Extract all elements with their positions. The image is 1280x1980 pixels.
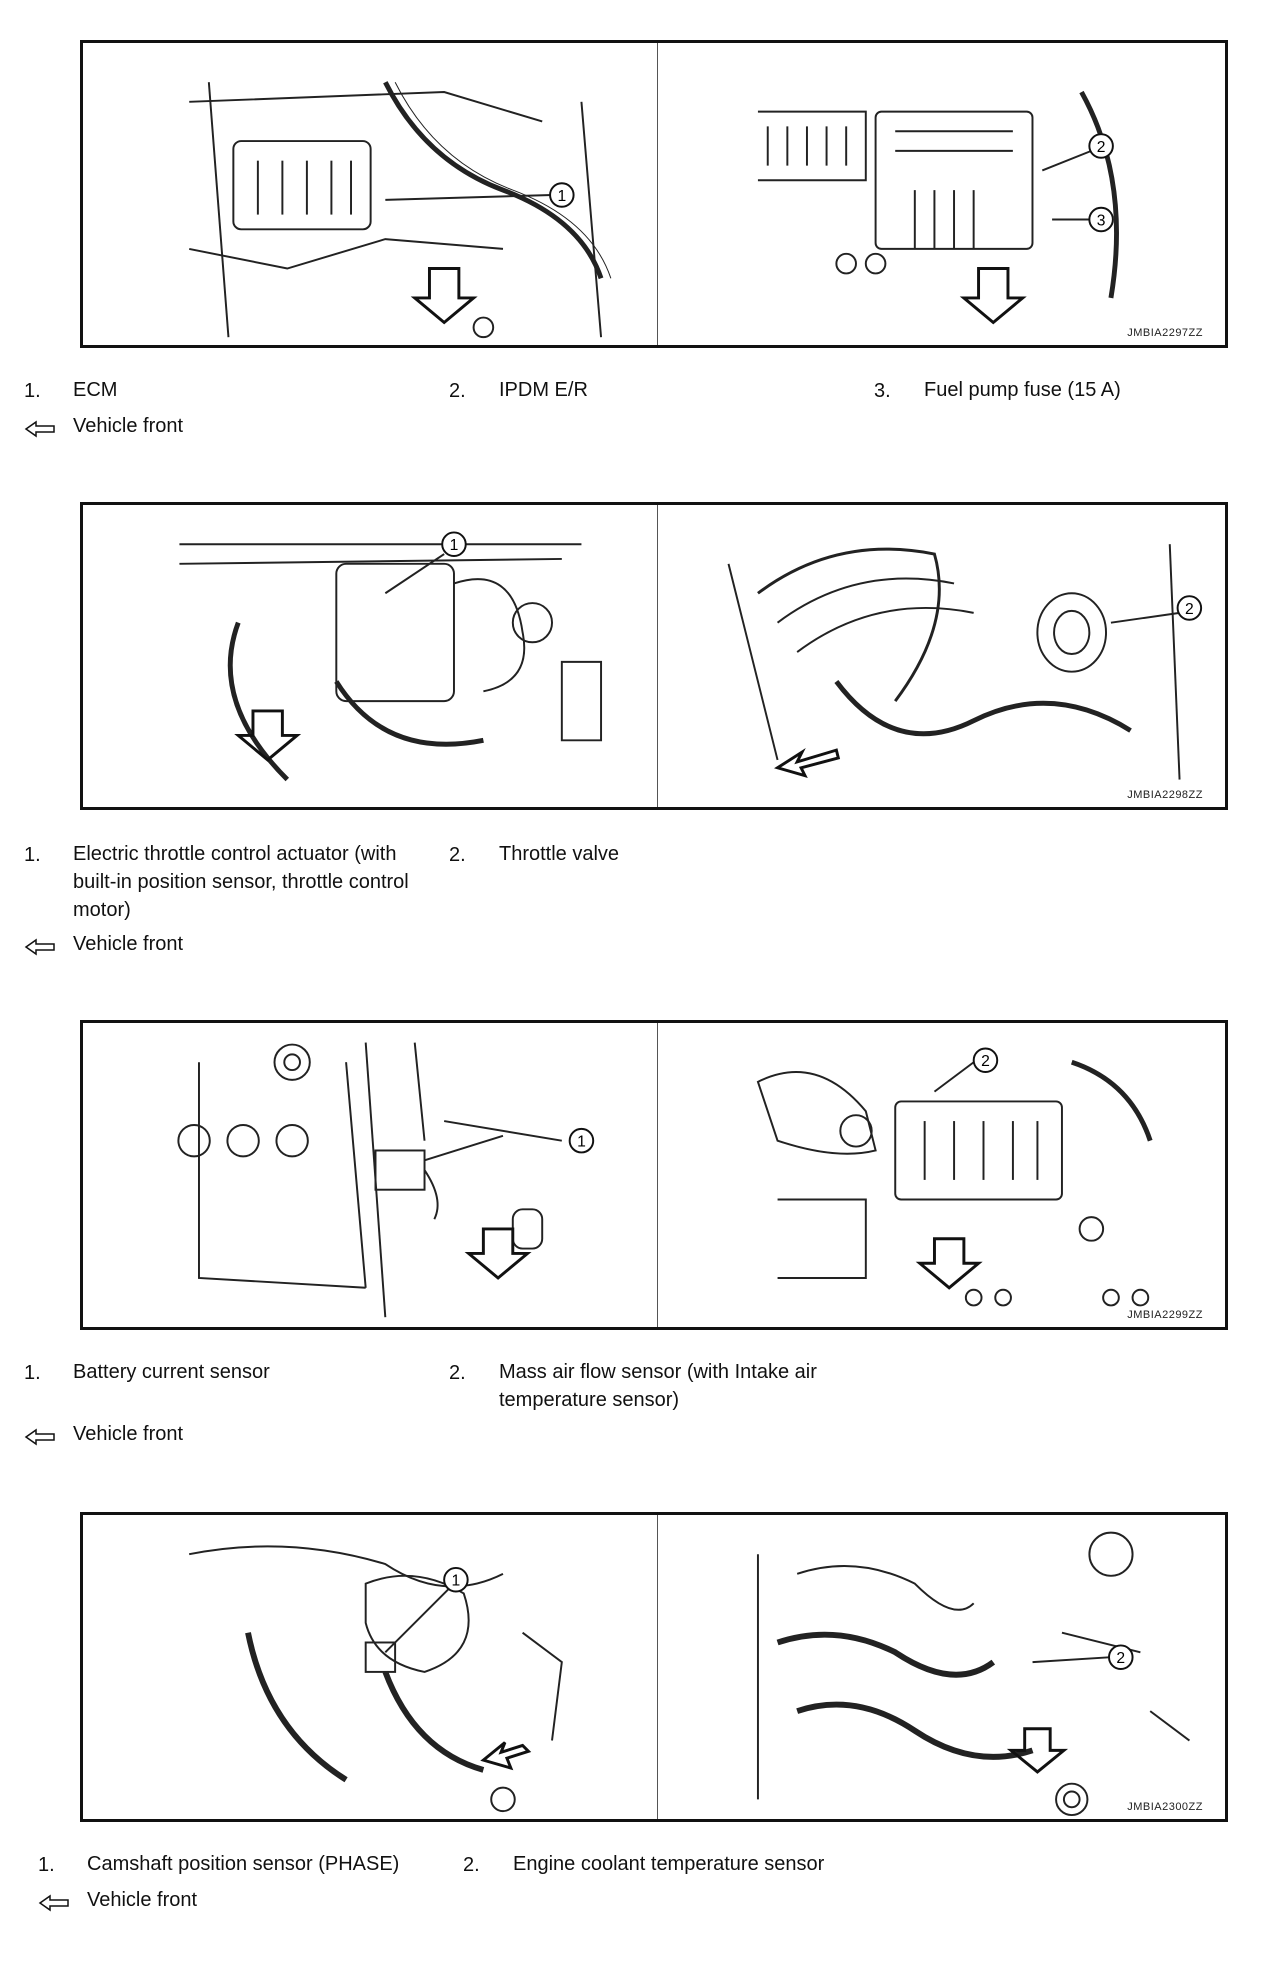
item-label: ECM	[73, 379, 118, 401]
callout-2: 2	[981, 1053, 990, 1071]
figure-battery-maf	[80, 1020, 1228, 1330]
item-label: Throttle valve	[499, 843, 620, 865]
left-arrow-icon	[24, 420, 56, 438]
figure-camshaft-coolant	[80, 1512, 1228, 1822]
figure-code: JMBIA2299ZZ	[1127, 1309, 1203, 1321]
vehicle-front-label: Vehicle front	[73, 415, 184, 437]
callout-1: 1	[577, 1133, 586, 1151]
left-arrow-icon	[24, 1428, 56, 1446]
vehicle-front-label: Vehicle front	[87, 1889, 198, 1911]
item-number: 1.	[38, 1854, 55, 1876]
item-label: IPDM E/R	[499, 379, 588, 401]
figure-code: JMBIA2298ZZ	[1127, 789, 1203, 801]
engine-bay-illustration	[83, 43, 1225, 345]
item-label: Mass air flow sensor (with Intake air temperature sensor)	[499, 1361, 817, 1411]
left-arrow-icon	[24, 938, 56, 956]
item-number: 1.	[24, 844, 41, 866]
figure-code: JMBIA2297ZZ	[1127, 327, 1203, 339]
item-label: Camshaft position sensor (PHASE)	[87, 1853, 400, 1875]
figure-throttle	[80, 502, 1228, 810]
panel-divider	[657, 505, 658, 807]
item-number: 2.	[463, 1854, 480, 1876]
figure-ecm-ipdm	[80, 40, 1228, 348]
engine-bay-illustration	[83, 1023, 1225, 1327]
vehicle-front-label: Vehicle front	[73, 1423, 184, 1445]
item-number: 1.	[24, 1362, 41, 1384]
panel-divider	[657, 1515, 658, 1819]
item-number: 2.	[449, 1362, 466, 1384]
panel-divider	[657, 1023, 658, 1327]
callout-2: 2	[1116, 1650, 1126, 1668]
callout-2: 2	[1185, 600, 1194, 618]
item-number: 1.	[24, 380, 41, 402]
callout-1: 1	[557, 187, 567, 205]
figure-code: JMBIA2300ZZ	[1127, 1801, 1203, 1813]
item-number: 2.	[449, 844, 466, 866]
vehicle-front-label: Vehicle front	[73, 933, 184, 955]
item-label: Fuel pump fuse (15 A)	[924, 379, 1121, 401]
item-label: Battery current sensor	[73, 1361, 270, 1383]
callout-2: 2	[1096, 138, 1106, 156]
item-label: Engine coolant temperature sensor	[513, 1853, 825, 1875]
item-label: Electric throttle control actuator (with built-in position sensor, throttle control motor)	[73, 843, 409, 921]
item-number: 3.	[874, 380, 891, 402]
callout-1: 1	[449, 537, 459, 555]
left-arrow-icon	[38, 1894, 70, 1912]
engine-bay-illustration	[83, 505, 1225, 807]
callout-3: 3	[1096, 212, 1106, 230]
engine-bay-illustration	[83, 1515, 1225, 1819]
item-number: 2.	[449, 380, 466, 402]
callout-1: 1	[451, 1572, 461, 1590]
panel-divider	[657, 43, 658, 345]
